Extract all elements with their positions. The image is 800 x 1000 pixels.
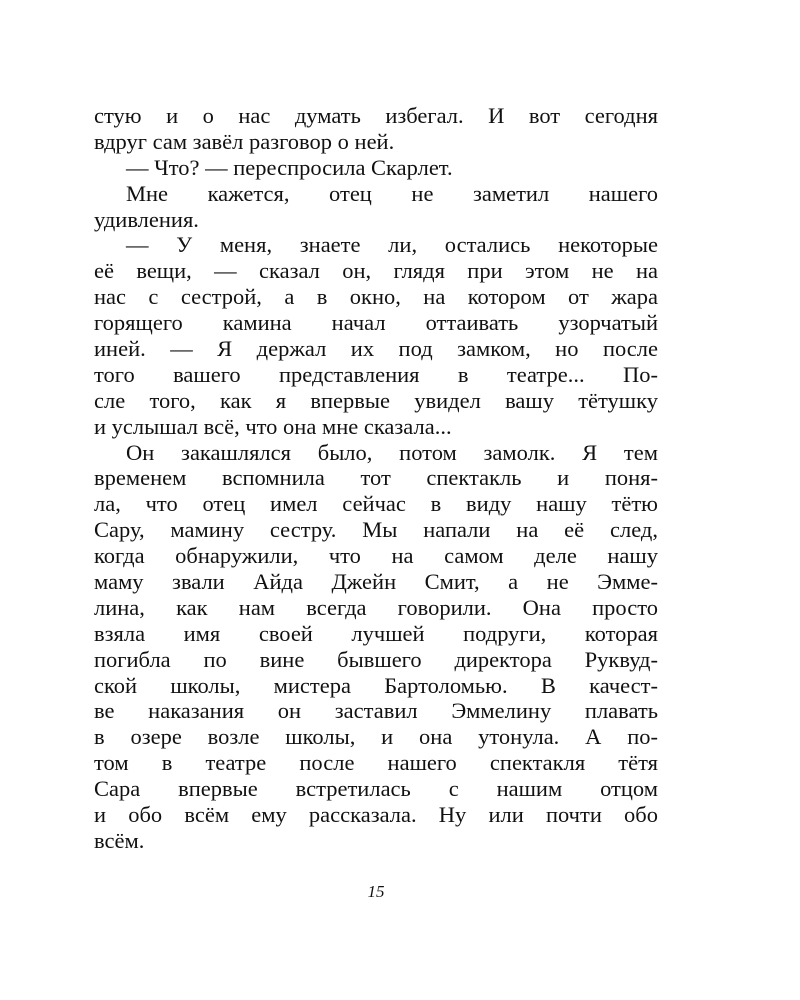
- text-line: ве наказания он заставил Эммелину плавать: [94, 698, 658, 724]
- text-line: — У меня, знаете ли, остались некоторые: [126, 232, 658, 258]
- text-line: вдруг сам завёл разговор о ней.: [94, 128, 395, 154]
- text-line: и услышал всё, что она мне сказала...: [94, 413, 452, 439]
- text-line: временем вспомнила тот спектакль и поня-: [94, 465, 658, 491]
- text-line: в озере возле школы, и она утонула. А по-: [94, 724, 658, 750]
- text-line: Сару, мамину сестру. Мы напали на её след,: [94, 517, 658, 543]
- text-line: горящего камина начал оттаивать узорчатый: [94, 310, 658, 336]
- text-line: иней. — Я держал их под замком, но после: [94, 336, 658, 362]
- text-line: Мне кажется, отец не заметил нашего: [126, 180, 658, 206]
- text-line: ла, что отец имел сейчас в виду нашу тётю: [94, 491, 658, 517]
- text-line: том в театре после нашего спектакля тётя: [94, 750, 658, 776]
- page-number: 15: [367, 882, 385, 901]
- text-line: стую и о нас думать избегал. И вот сегодня: [94, 103, 658, 128]
- text-line: маму звали Айда Джейн Смит, а не Эмме-: [94, 569, 658, 595]
- text-line: лина, как нам всегда говорили. Она просто: [94, 594, 658, 620]
- text-line: всём.: [94, 827, 145, 853]
- book-page-text: [94, 103, 658, 854]
- text-line: погибла по вине бывшего директора Руквуд-: [94, 646, 658, 672]
- text-line: Он закашлялся было, потом замолк. Я тем: [126, 439, 658, 465]
- text-line: сле того, как я впервые увидел вашу тётушку: [94, 387, 658, 413]
- text-line: удивления.: [94, 206, 199, 232]
- text-line: взяла имя своей лучшей подруги, которая: [94, 620, 658, 646]
- text-line: когда обнаружили, что на самом деле нашу: [94, 543, 658, 569]
- text-line: — Что? — переспросила Скарлет.: [126, 154, 453, 180]
- text-line: того вашего представления в театре... По-: [94, 361, 658, 387]
- text-line: ской школы, мистера Бартоломью. В качест-: [94, 672, 658, 698]
- text-line: Сара впервые встретилась с нашим отцом: [94, 776, 658, 802]
- text-line: и обо всём ему рассказала. Ну или почти обо: [94, 802, 658, 828]
- text-line: её вещи, — сказал он, глядя при этом не на: [94, 258, 658, 284]
- text-line: нас с сестрой, а в окно, на котором от жара: [94, 284, 658, 310]
